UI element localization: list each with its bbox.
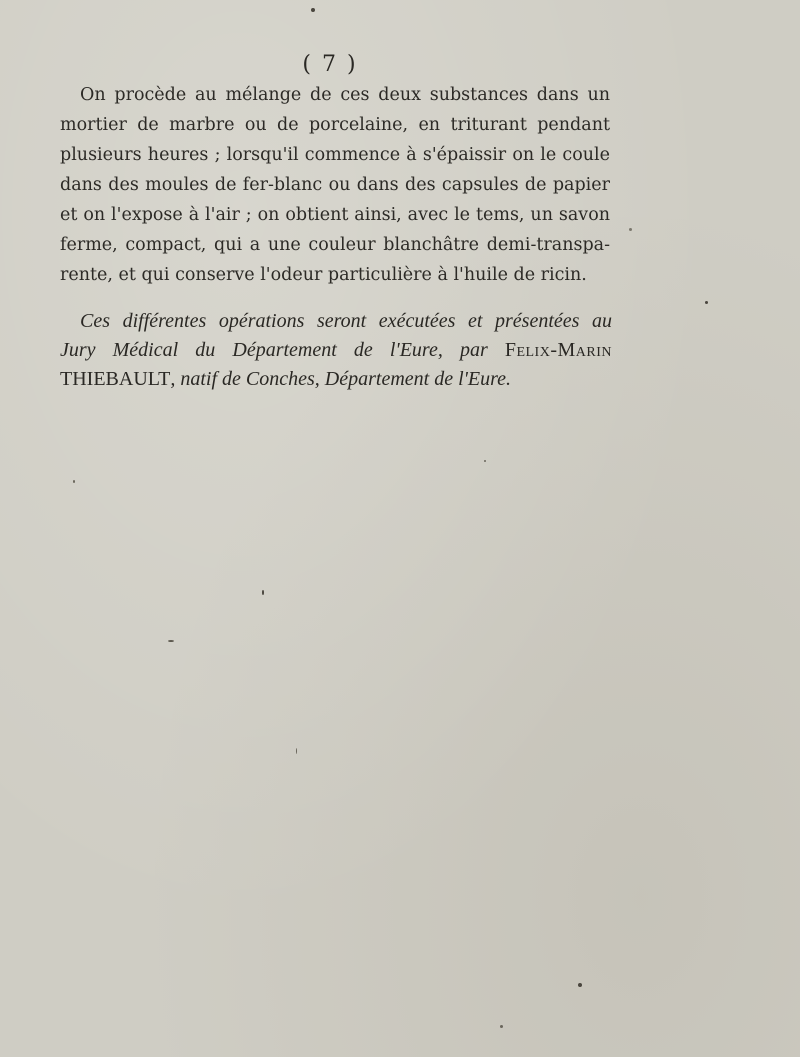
paper-speck <box>578 983 582 987</box>
author-surname: THIEBAULT <box>60 368 171 390</box>
paper-speck <box>168 640 174 642</box>
credit-line-text: , natif de Conches, Département de l'Eure. <box>170 368 512 390</box>
paper-speck <box>262 590 264 595</box>
author-first-names: Felix-Marin <box>504 339 612 361</box>
paper-speck <box>311 8 315 12</box>
page-number: ( 7 ) <box>302 52 358 77</box>
credit-paragraph <box>60 307 612 394</box>
paper-speck <box>705 301 708 304</box>
paragraph-line: et on l'expose à l'air ; on obtient ainsi, avec le tems, un savon <box>60 205 610 225</box>
paragraph-line: mortier de marbre ou de porcelaine, en triturant pendant <box>60 115 610 135</box>
paragraph-line: rente, et qui conserve l'odeur particulière à l'huile de ricin. <box>60 265 587 285</box>
paper-speck <box>500 1025 503 1028</box>
paragraph-line: On procède au mélange de ces deux substances dans un <box>80 85 610 105</box>
credit-line-text: Jury Médical du Département de l'Eure, par <box>60 339 505 361</box>
credit-line <box>60 336 612 365</box>
main-paragraph <box>60 80 610 290</box>
credit-line: Ces différentes opérations seront exécutées et présentées au <box>80 310 612 332</box>
paper-speck <box>484 460 486 462</box>
paper-speck <box>73 480 75 483</box>
credit-line <box>60 365 612 394</box>
paragraph-line: ferme, compact, qui a une couleur blanchâtre demi-transpa- <box>60 235 610 255</box>
paper-speck <box>629 228 632 231</box>
paragraph-line: plusieurs heures ; lorsqu'il commence à s'épaissir on le coule <box>60 145 610 165</box>
paragraph-line: dans des moules de fer-blanc ou dans des capsules de papier <box>60 175 610 195</box>
paper-speck <box>296 748 297 754</box>
